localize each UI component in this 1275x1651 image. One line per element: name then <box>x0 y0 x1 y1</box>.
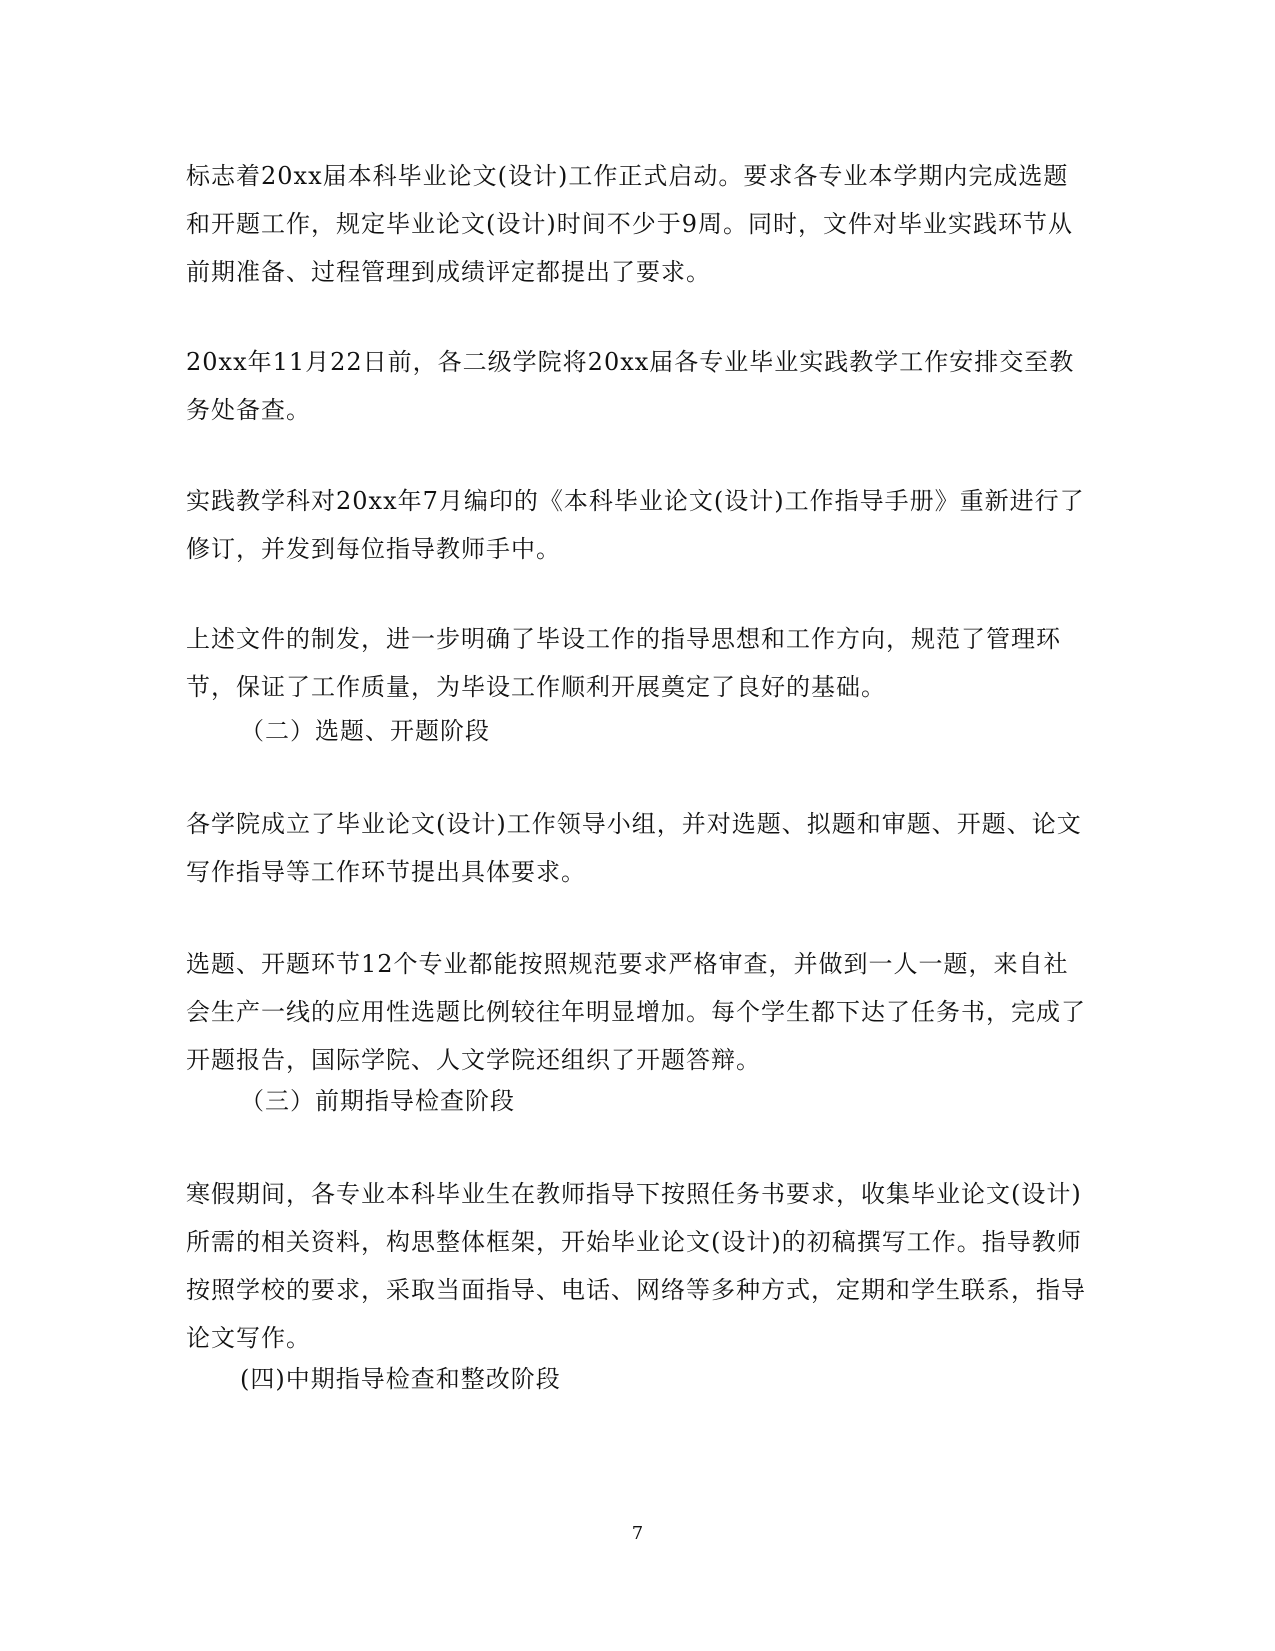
section-heading-topic-selection: （二）选题、开题阶段 <box>240 717 490 745</box>
section-heading-early-guidance: （三）前期指导检查阶段 <box>240 1087 515 1115</box>
paragraph-leadership-group: 各学院成立了毕业论文(设计)工作领导小组，并对选题、拟题和审题、开题、论文写作指导等工作环节提出具体要求。 <box>186 810 1082 886</box>
paragraph-manual-revision: 实践教学科对20xx年7月编印的《本科毕业论文(设计)工作指导手册》重新进行了修订，并发到每位指导教师手中。 <box>186 487 1085 563</box>
paragraph-summary: 上述文件的制发，进一步明确了毕设工作的指导思想和工作方向，规范了管理环节，保证了工作质量，为毕设工作顺利开展奠定了良好的基础。 <box>186 625 1061 701</box>
page-number: 7 <box>631 1523 644 1544</box>
paragraph-topic-review: 选题、开题环节12个专业都能按照规范要求严格审查，并做到一人一题，来自社会生产一线的应用性选题比例较往年明显增加。每个学生都下达了任务书，完成了开题报告，国际学院、人文学院还组织了开题答辩。 <box>186 950 1086 1074</box>
paragraph-launch: 标志着20xx届本科毕业论文(设计)工作正式启动。要求各专业本学期内完成选题和开题工作，规定毕业论文(设计)时间不少于9周。同时，文件对毕业实践环节从前期准备、过程管理到成绩评定都提出了要求。 <box>186 162 1073 286</box>
section-heading-midterm-check: (四)中期指导检查和整改阶段 <box>240 1365 561 1393</box>
paragraph-deadline: 20xx年11月22日前，各二级学院将20xx届各专业毕业实践教学工作安排交至教务处备查。 <box>186 348 1075 424</box>
paragraph-winter-break: 寒假期间，各专业本科毕业生在教师指导下按照任务书要求，收集毕业论文(设计)所需的相关资料，构思整体框架，开始毕业论文(设计)的初稿撰写工作。指导教师按照学校的要求，采取当面指导、电话、网络等多种方式，定期和学生联系，指导论文写作。 <box>186 1180 1086 1352</box>
